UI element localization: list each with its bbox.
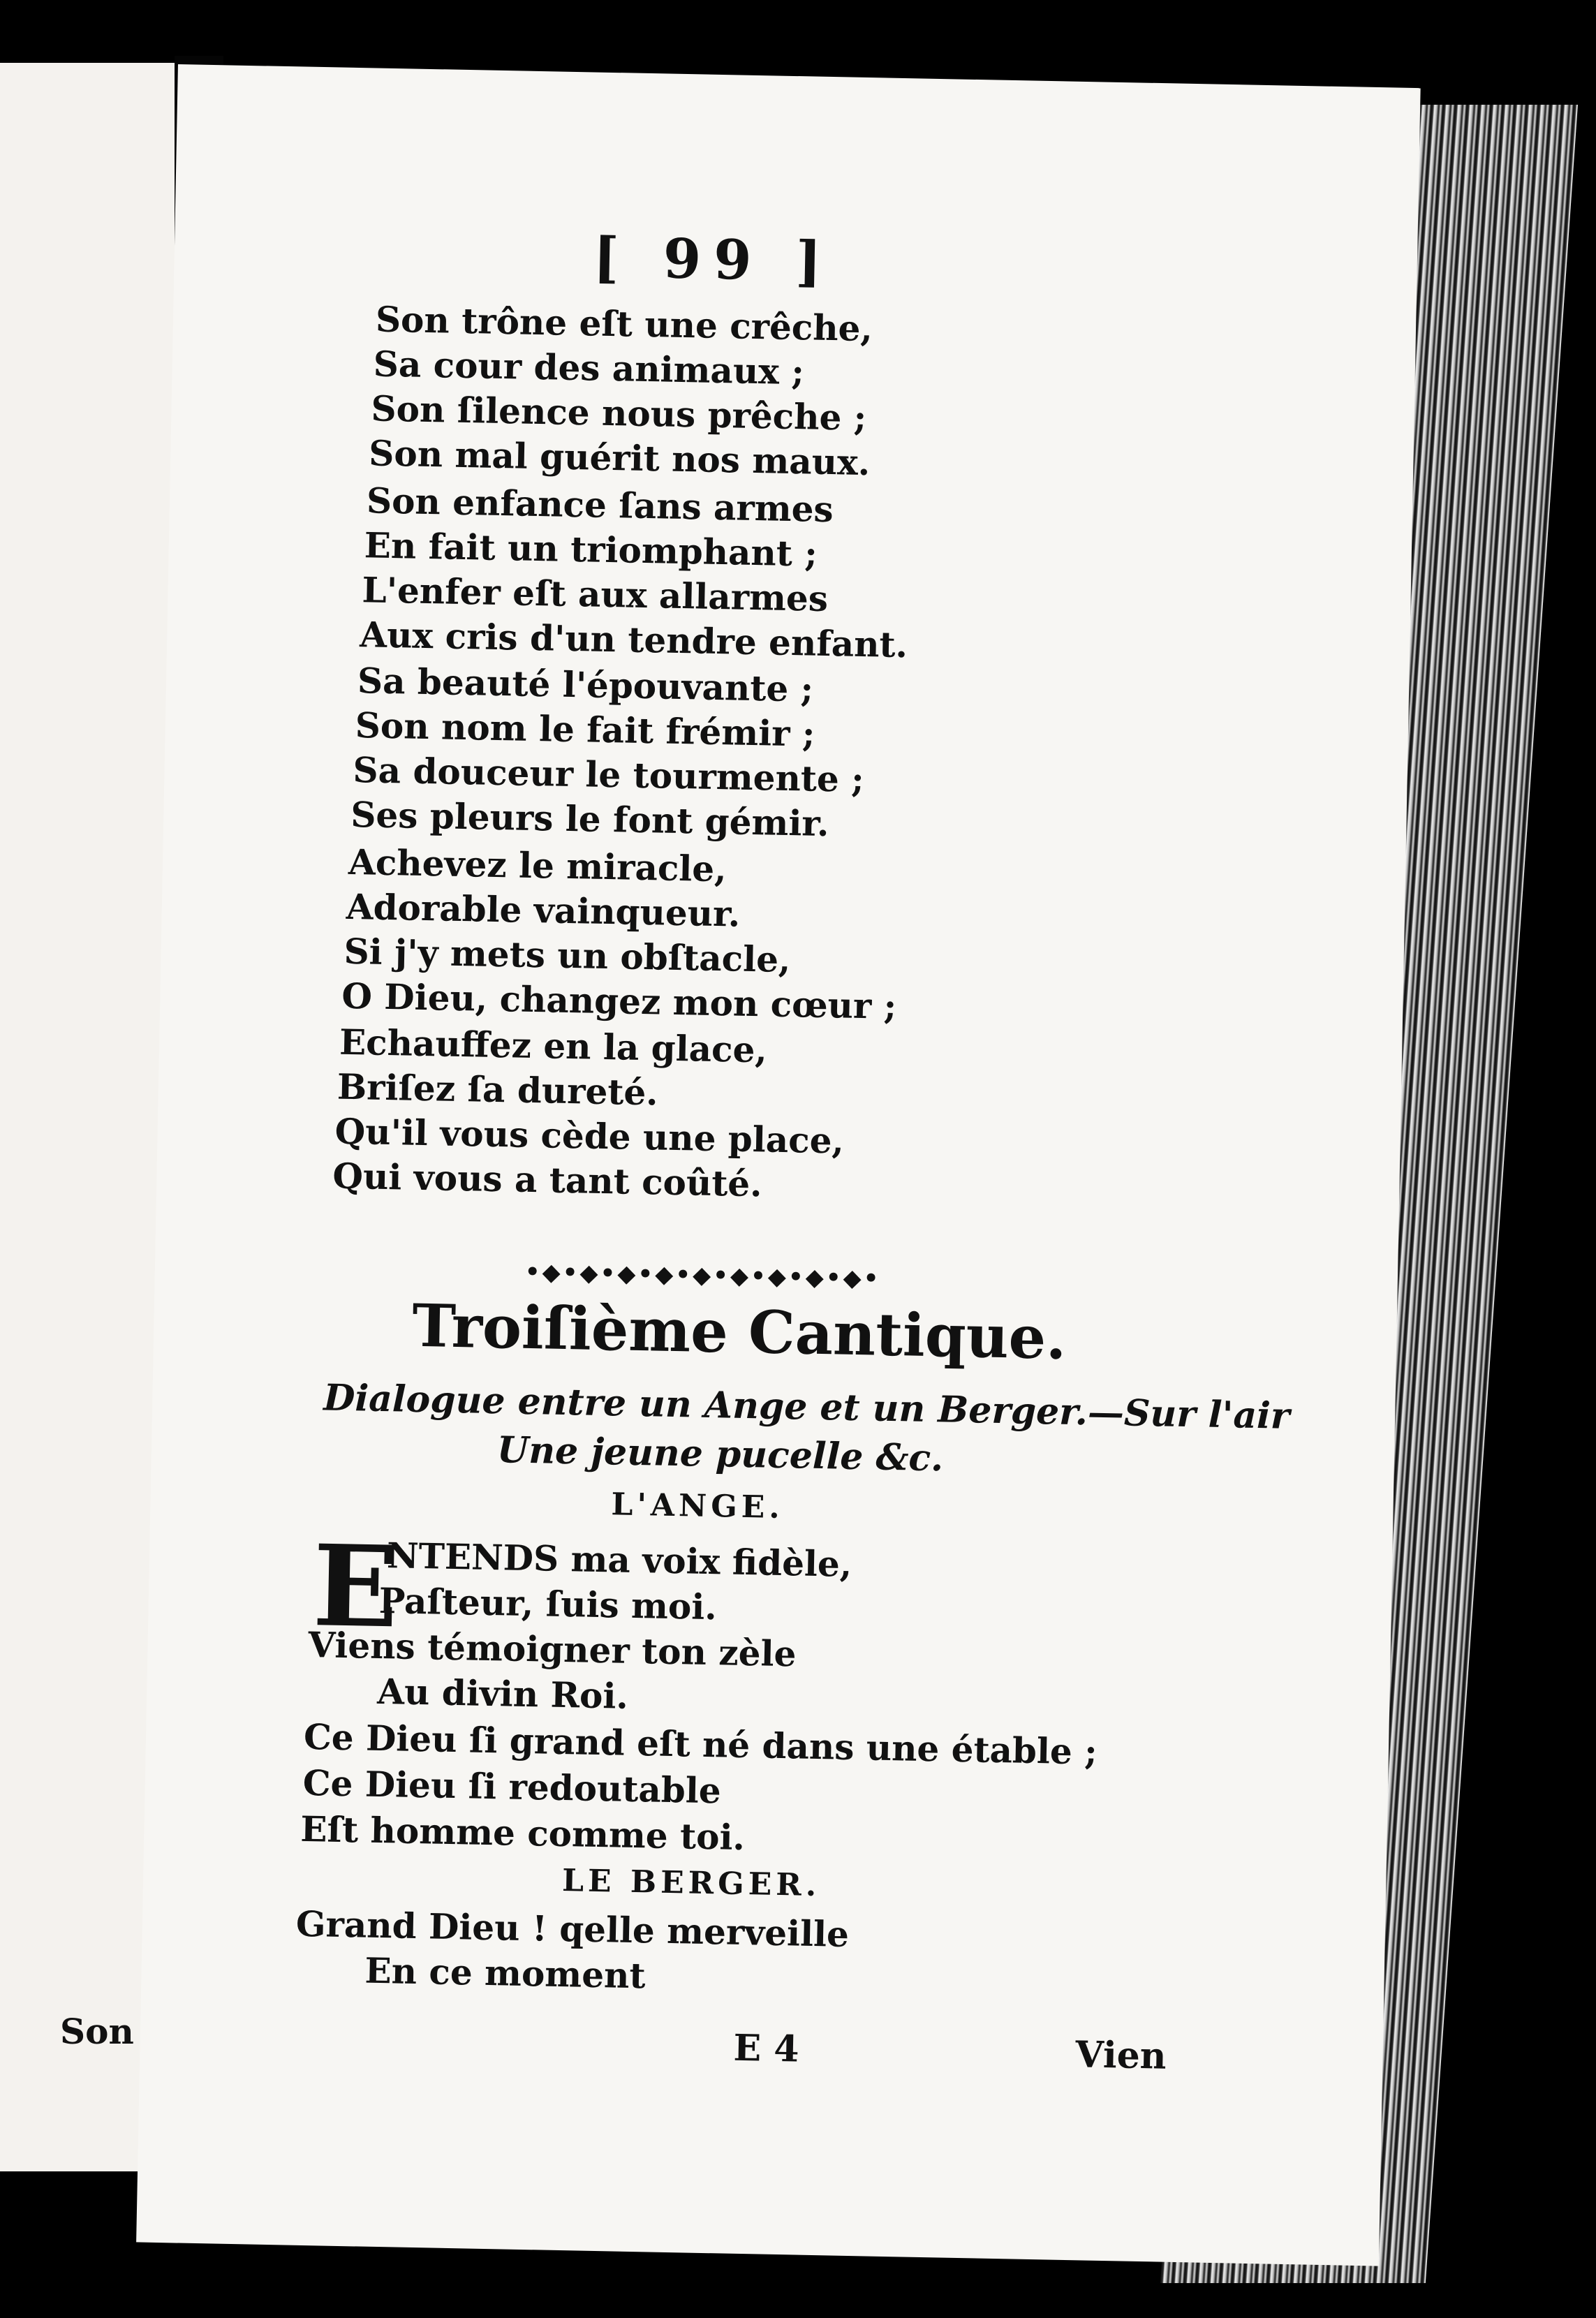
verse-line: Adorable vainqueur. (346, 885, 741, 935)
speaker-label-angel: L'ANGE. (611, 1486, 785, 1526)
verse-line: Son enfance ſans armes (366, 480, 834, 531)
verse-line: Sa cour des animaux ; (373, 343, 805, 393)
page-number: [ 99 ] (592, 226, 835, 295)
verse-line: En fait un triomphant ; (364, 524, 818, 575)
verse-line: Achevez le miracle, (348, 841, 727, 890)
verse-line: Qui vous a tant coûté. (332, 1155, 763, 1205)
verse-line: Sa douceur le tourmente ; (353, 749, 865, 801)
verse-line: Son nom le fait frémir ; (355, 704, 815, 755)
dialog-line: Eſt homme comme toi. (300, 1808, 746, 1859)
subtitle-line: Une jeune pucelle &c. (496, 1429, 944, 1480)
dialog-line: Au divin Roi. (376, 1670, 629, 1717)
catchword: Vien (1074, 2033, 1167, 2078)
verse-line: Echauffez en la glace, (339, 1021, 768, 1071)
speaker-label-shepherd: LE BERGER. (561, 1863, 821, 1904)
dialog-line: Viens témoigner ton zèle (308, 1624, 797, 1675)
verse-line: Ses pleurs le font gémir. (350, 793, 830, 845)
subtitle-line: Dialogue entre un Ange et un Berger.—Sur l'air (323, 1376, 1290, 1438)
dialog-line: NTENDS ma voix fidèle, (386, 1535, 852, 1585)
dialog-line: En ce moment (364, 1949, 646, 1997)
dialog-line: Grand Dieu ! qelle merveille (295, 1903, 850, 1955)
dialog-line: Ce Dieu ſi grand eſt né dans une étable ; (303, 1715, 1098, 1773)
verse-line: L'enfer eſt aux allarmes (362, 569, 829, 620)
dialog-line: Ce Dieu ſi redoutable (302, 1762, 722, 1812)
verse-line: Aux cris d'un tendre enfant. (359, 614, 908, 666)
ornamental-rule: •◆•◆•◆•◆•◆•◆•◆•◆•◆• (524, 1257, 881, 1293)
left-page-catchword: Son (60, 2011, 134, 2052)
verse-line: Si j'y mets un obſtacle, (343, 930, 791, 981)
verse-line: Qu'il vous cède une place, (334, 1110, 845, 1162)
verse-line: O Dieu, changez mon cœur ; (341, 975, 897, 1027)
drop-cap: E (311, 1520, 399, 1653)
verse-line: Briſez ſa dureté. (337, 1065, 659, 1114)
dialog-line: Paſteur, ſuis moi. (378, 1579, 718, 1628)
verse-line: Son trône eſt une crêche, (375, 298, 873, 350)
verse-line: Son ſilence nous prêche ; (371, 387, 867, 439)
signature-mark: E 4 (733, 2026, 800, 2071)
section-heading: Troiſième Cantique. (411, 1290, 1067, 1373)
book-page (136, 64, 1421, 2266)
verse-line: Sa beauté l'épouvante ; (357, 660, 814, 710)
verse-line: Son mal guérit nos maux. (368, 432, 871, 484)
